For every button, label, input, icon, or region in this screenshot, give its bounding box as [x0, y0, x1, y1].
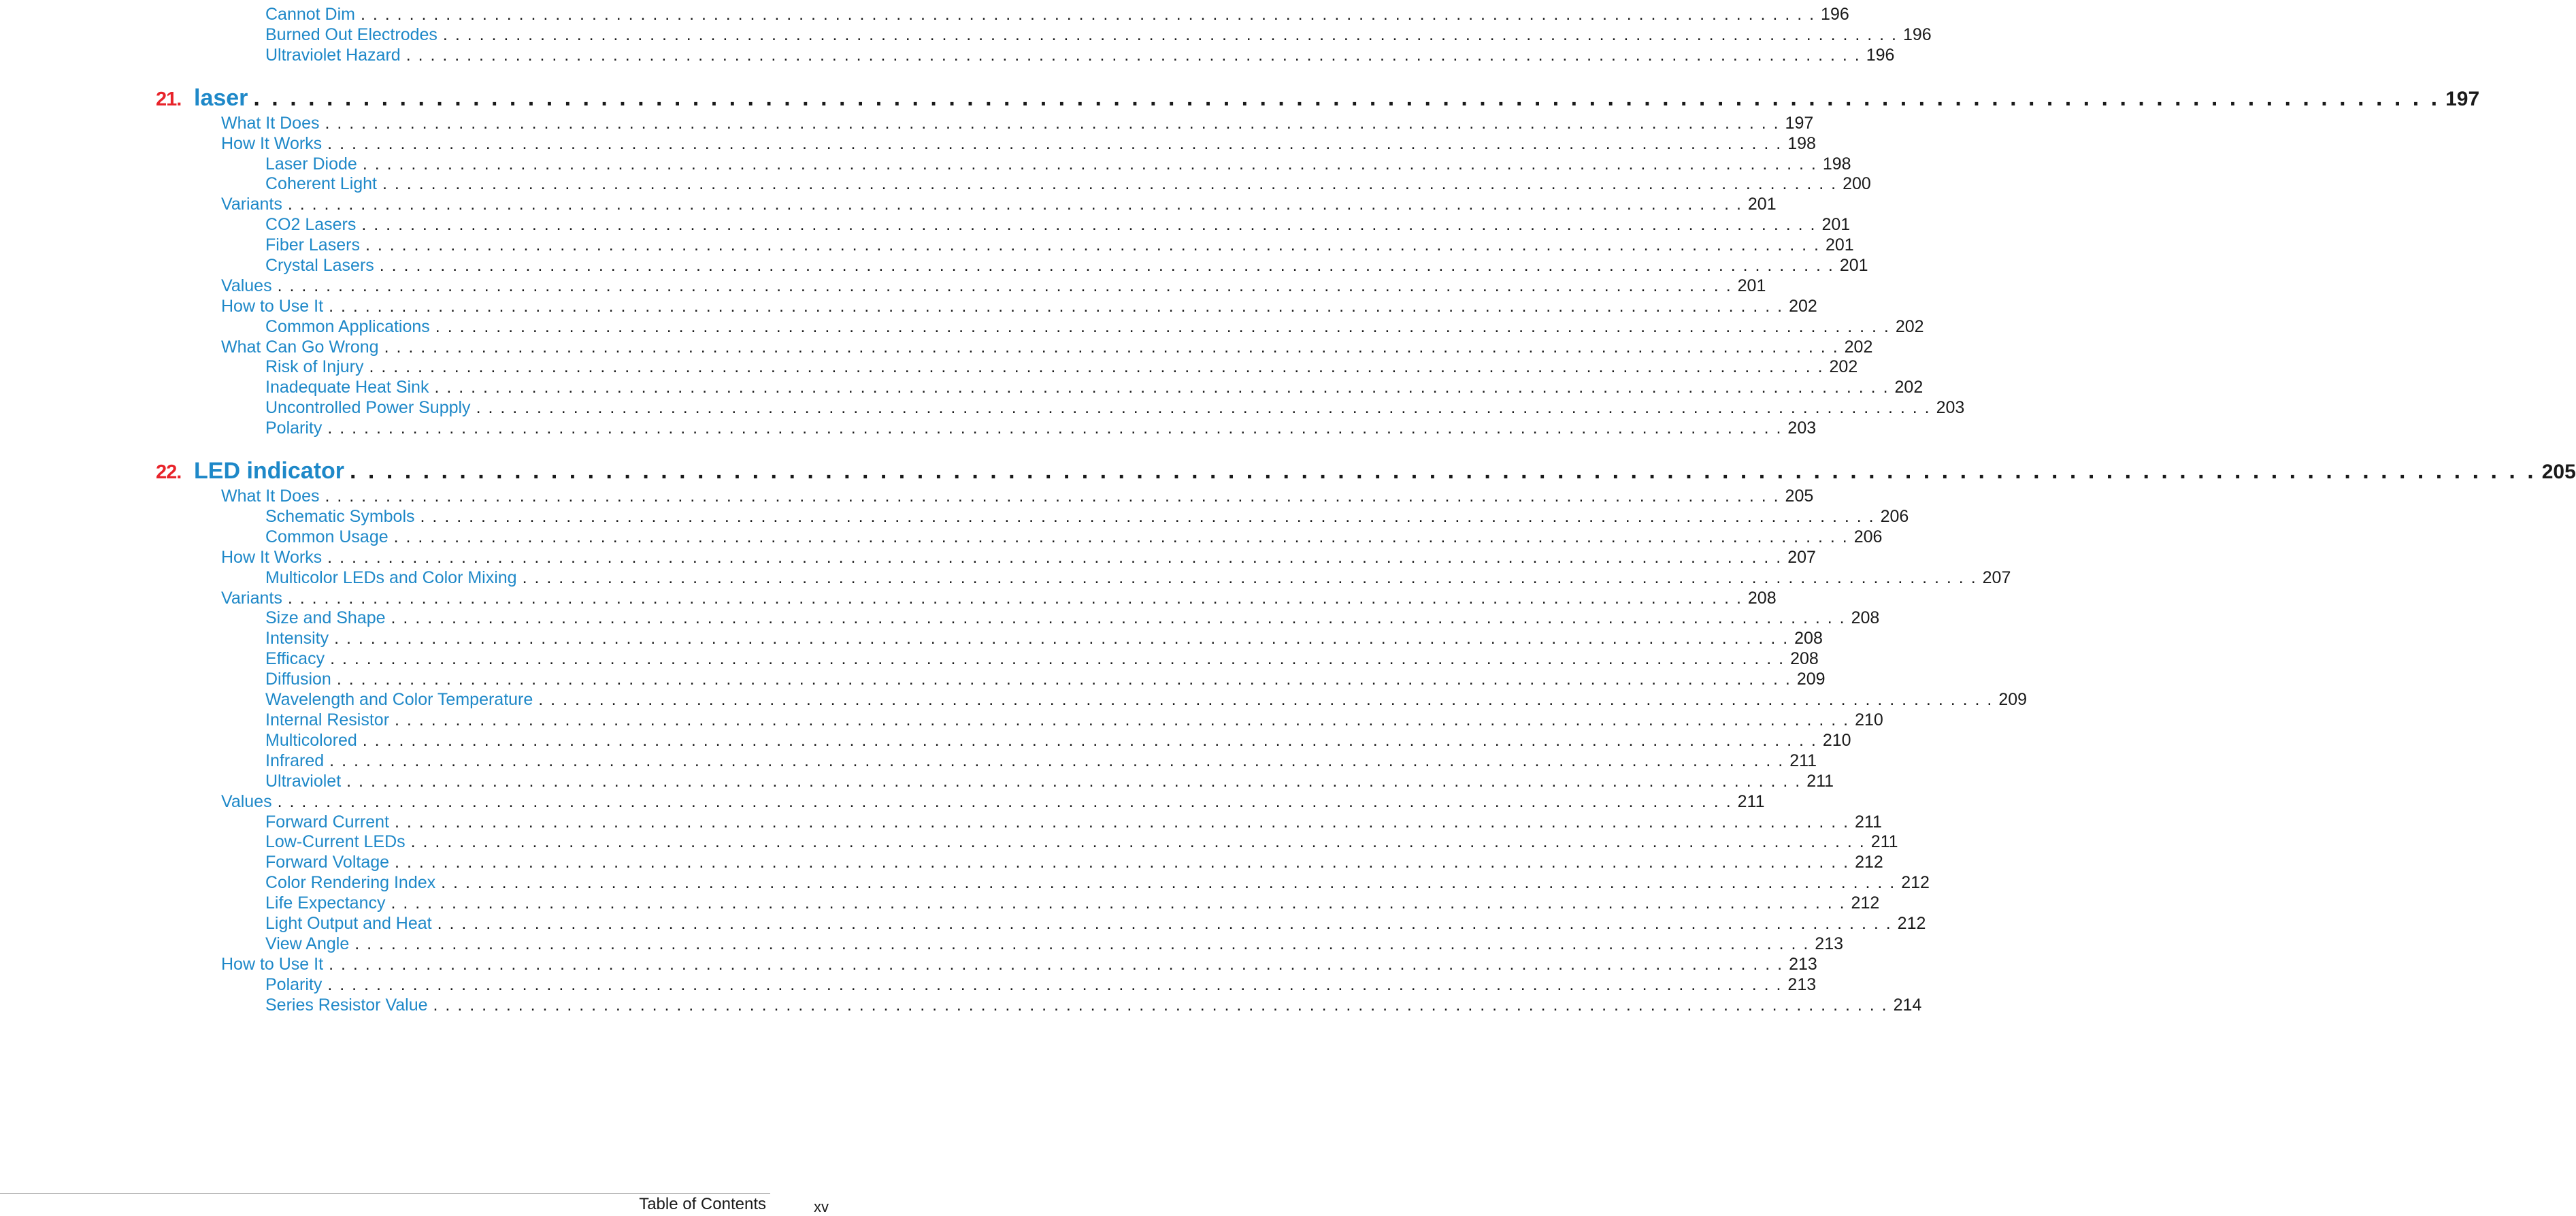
toc-entry[interactable] — [265, 830, 1898, 853]
toc-entry-label: Polarity — [265, 975, 323, 994]
toc-entry-label: Light Output and Heat — [265, 914, 432, 933]
footer-page-number: xv — [814, 1198, 829, 1215]
toc-entry[interactable] — [265, 770, 1834, 793]
toc-entry-label: Infrared — [265, 751, 325, 770]
toc-entry-label: How It Works — [221, 134, 323, 153]
toc-entry-label: Variants — [221, 195, 282, 214]
dot-leader: . . . . . . . . . . . . . . . . . . . . . . . . . . . . . . . . . . . . . . . . . . . . . . . . . . . . . . . . . . . . . . . . . . . . . . . . . . . . . . . . . . . . . . . . . . . . . . . . . . . . . . . . . . . . . . . . . . . . . . . . — [538, 690, 1994, 709]
toc-entry[interactable] — [265, 172, 1871, 195]
toc-entry[interactable] — [265, 396, 1965, 419]
dot-leader: . . . . . . . . . . . . . . . . . . . . . . . . . . . . . . . . . . . . . . . . . . . . . . . . . . . . . . . . . . . . . . . . . . . . . . . . . . . . . . . . . . . . . . . . . . . . . . . . . . . . . . . . . . . . . . . . . . . . . . . . — [354, 934, 1810, 953]
toc-entry-label: Cannot Dim — [265, 5, 355, 24]
toc-entry-label: Forward Voltage — [265, 853, 390, 872]
chapter-title: laser — [194, 85, 248, 111]
toc-entry-label: Ultraviolet Hazard — [265, 46, 401, 65]
toc-page-number: 202 — [1844, 338, 1873, 357]
toc-entry[interactable] — [221, 546, 1816, 569]
dot-leader: . . . . . . . . . . . . . . . . . . . . . . . . . . . . . . . . . . . . . . . . . . . . . . . . . . . . . . . . . . . . . . . . . . . . . . . . . . . . . . . . . . . . . . . . . . . . . . . . . . . . . . . . . . . . . . . . . . . . . . . . — [435, 317, 1890, 336]
dot-leader: . . . . . . . . . . . . . . . . . . . . . . . . . . . . . . . . . . . . . . . . . . . . . . . . . . . . . . . . . . . . . . . . . . . . . . . . . . . . . . . . . . . . . . . . . . . . . . . . . . . . . . . . . . . . . . . . . . . . . . . . — [334, 629, 1789, 648]
dot-leader: . . . . . . . . . . . . . . . . . . . . . . . . . . . . . . . . . . . . . . . . . . . . . . . . . . . . . . . . . . . . . . . . . . . . . . . . . . . . . . . . . . . . . . . . . . . . . . . . . . . . . . . . . . . . . . . . . . . . . . . . — [442, 25, 1898, 44]
dot-leader: . . . . . . . . . . . . . . . . . . . . . . . . . . . . . . . . . . . . . . . . . . . . . . . . . . . . . . . . . . . . . . . . . . . . . . . . . . . . . . . . . . . . . . . . . . . . . . . . . . . . . . . . . . . . . . . . . . . . . . . . — [406, 46, 1861, 65]
toc-entry-label: Color Rendering Index — [265, 873, 436, 892]
dot-leader: . . . . . . . . . . . . . . . . . . . . . . . . . . . . . . . . . . . . . . . . . . . . . . . . . . . . . . . . . . . . . . . . . . . . . . . . . . . . . . . . . . . . . . . . . . . . . . . . . . . . . . . . . . . . . . . . . . . . . . . . — [382, 174, 1838, 193]
toc-page-number: 212 — [1851, 893, 1880, 913]
toc-page-number: 205 — [1785, 487, 1814, 506]
toc-entry-label: Uncontrolled Power Supply — [265, 398, 471, 417]
dot-leader: . . . . . . . . . . . . . . . . . . . . . . . . . . . . . . . . . . . . . . . . . . . . . . . . . . . . . . . . . . . . . . . . . . . . . . . . . . . . . . . . . . . . . . . . . . . . . . . . . . . . . . . . . . . . . . . . . . . . . . . . — [522, 568, 1977, 587]
dot-leader: . . . . . . . . . . . . . . . . . . . . . . . . . . . . . . . . . . . . . . . . . . . . . . . . . . . . . . . . . . . . . . . . . . . . . . . . . . . . . . . . . . . . . . . . . . . . . . . . . . . . . . . . . . . . . . . . . . . . . . . . — [369, 357, 1824, 376]
dot-leader: . . . . . . . . . . . . . . . . . . . . . . . . . . . . . . . . . . . . . . . . . . . . . . . . . . . . . . . . . . . . . . . . . . . . . . . . . . . . . . . . . . . . . . . . . . . . . . . . . . . . . . . . . . . . . . . . . . . . . . . . — [361, 5, 1816, 24]
toc-entry[interactable] — [265, 376, 1923, 399]
toc-page-number: 210 — [1855, 710, 1883, 729]
toc-entry[interactable] — [265, 416, 1817, 440]
dot-leader: . . . . . . . . . . . . . . . . . . . . . . . . . . . . . . . . . . . . . . . . . . . . . . . . . . . . . . . . . . . . . . . . . . . . . . . . . . . . . . . . . . . . . . . . . . . . . . . . . . . . . . . . . . . . . . . . . . . . . . . . — [325, 487, 1780, 506]
dot-leader: . . . . . . . . . . . . . . . . . . . . . . . . . . . . . . . . . . . . . . . . . . . . . . . . . . . . . . . . . . . . . . . . . . . . . . . . . . . . . . . . . . . . . . . . . . . . . . . . . . . . . . . . . . . . . . . . . . . . . . . . — [393, 527, 1849, 546]
toc-page-number: 201 — [1737, 276, 1766, 295]
toc-entry-label: Common Applications — [265, 317, 430, 336]
toc-page-number: 213 — [1789, 955, 1817, 974]
toc-page-number: 211 — [1870, 832, 1898, 851]
toc-entry[interactable] — [221, 484, 1814, 508]
toc-entry-label: Diffusion — [265, 670, 331, 689]
toc-entry[interactable] — [265, 355, 1858, 378]
toc-page-number: 201 — [1821, 215, 1851, 234]
dot-leader: . . . . . . . . . . . . . . . . . . . . . . . . . . . . . . . . . . . . . . . . . . . . . . . . . . . . . . . . . . . . . . . . . . . . . . . . . . . . . . . . . . . . . . . . . . . . . . . . . . . . . . . . . . . . . . . . . . . . . . . . — [327, 418, 1783, 438]
toc-page-number: 212 — [1901, 873, 1930, 892]
toc-page-number: 211 — [1789, 751, 1817, 770]
toc-entry[interactable] — [265, 973, 1817, 996]
toc-entry[interactable] — [265, 525, 1883, 548]
dot-leader: . . . . . . . . . . . . . . . . . . . . . . . . . . . . . . . . . . . . . . . . . . . . . . . . . . . . . . . . . . . . . . . . . . . . . . . . . . . . . . . . . . . . . . . . . . . . . . . . . . . . . . . . . . . . . . . . . . . . . . . . — [329, 955, 1784, 974]
toc-entry[interactable] — [265, 749, 1817, 772]
toc-entry[interactable] — [265, 23, 1932, 46]
dot-leader: . . . . . . . . . . . . . . . . . . . . . . . . . . . . . . . . . . . . . . . . . . . . . . . . . . . . . . . . . . . . . . . . . . . . . . . . . . . . . . . . . . . . . . . . . . . . . . . . . . . . . . . . . . . . . . . . . . . . . . . . — [433, 996, 1888, 1015]
toc-page-number: 211 — [1737, 792, 1765, 811]
toc-entry-label: Ultraviolet — [265, 772, 342, 791]
toc-chapter-entry[interactable] — [156, 83, 2480, 113]
toc-entry[interactable] — [221, 953, 1817, 976]
toc-entry[interactable] — [265, 213, 1851, 236]
toc-entry[interactable] — [221, 112, 1814, 135]
toc-entry-label: What It Does — [221, 114, 320, 133]
dot-leader: . . . . . . . . . . . . . . . . . . . . . . . . . . . . . . . . . . . . . . . . . . . . . . . . . . . . . . . . . . . . . . . . . . . . . . . . . . . . . . . . . . . . . . . . . . . . . . . . . . . . . . . . . . . . . . . . . . . . . . . . — [361, 215, 1817, 234]
toc-page-number: 205 — [2541, 461, 2576, 483]
toc-page-number: 196 — [1821, 5, 1849, 24]
toc-page-number: 212 — [1897, 914, 1926, 933]
toc-entry[interactable] — [265, 233, 1854, 257]
toc-entry-label: What It Does — [221, 487, 320, 506]
toc-entry-label: Coherent Light — [265, 174, 378, 193]
toc-entry[interactable] — [265, 606, 1880, 629]
toc-entry[interactable] — [265, 668, 1826, 691]
toc-page-number: 207 — [1787, 548, 1816, 567]
toc-entry-label: Fiber Lasers — [265, 235, 360, 254]
toc-entry[interactable] — [265, 647, 1819, 670]
toc-entry[interactable] — [221, 132, 1816, 155]
toc-entry[interactable] — [265, 932, 1844, 955]
toc-entry[interactable] — [265, 254, 1868, 277]
toc-entry-label: Risk of Injury — [265, 357, 364, 376]
dot-leader: . . . . . . . . . . . . . . . . . . . . . . . . . . . . . . . . . . . . . . . . . . . . . . . . . . . . . . . . . . . . . . . . . . . . . . . . . . . . . . . . . . . . . . . . . . . . . . . . . . . . . . . . . . . . . . . . . . . . . . . . — [391, 893, 1846, 913]
dot-leader: . . . . . . . . . . . . . . . . . . . . . . . . . . . . . . . . . . . . . . . . . . . . . . . . . . . . . . . . . . . . . . . . . . . . . . . . . . . . . . . . . . . . . . . . . . . . . . . . . . . . . . . . . . . . . . . . . . . . . . . . — [391, 608, 1846, 627]
toc-page-number: 200 — [1843, 174, 1871, 193]
toc-page-number: 208 — [1790, 649, 1819, 668]
toc-entry-label: Low-Current LEDs — [265, 832, 406, 851]
toc-page-number: 210 — [1822, 731, 1851, 750]
dot-leader: . . . . . . . . . . . . . . . . . . . . . . . . . . . . . . . . . . . . . . . . . . . . . . . . . . . . . . . . . . . . . . . . . . . . . . . . . . . . . . . . . . . . . . . . . . . . . . . . . . . . . . . . . . . . . . . . . . . . . . . . — [476, 398, 1931, 417]
dot-leader: . . . . . . . . . . . . . . . . . . . . . . . . . . . . . . . . . . . . . . . . . . . . . . . . . . . . . . . . . . . . . . . . . . . . . . . . . . . . . . . . . . . . . . . . . . . . . . . . . . . . . . . . . . . . . . . . . . . . . . . . — [287, 589, 1743, 608]
toc-entry-label: Efficacy — [265, 649, 325, 668]
toc-page-number: 203 — [1787, 418, 1817, 438]
toc-entry-label: Polarity — [265, 418, 323, 438]
chapter-title: LED indicator — [194, 458, 345, 484]
dot-leader: . . . . . . . . . . . . . . . . . . . . . . . . . . . . . . . . . . . . . . . . . . . . . . . . . . . . . . . . . . . . . . . . . . . . . . . . . . . . . . . . . . . . . . . . . . . . . . . . . . . . . . . . . . . . . . . . . . . . . . . . — [365, 235, 1820, 254]
toc-page-number: 201 — [1826, 235, 1854, 254]
toc-entry[interactable] — [265, 912, 1926, 935]
toc-entry-label: Values — [221, 792, 272, 811]
toc-page-number: 203 — [1936, 398, 1965, 417]
toc-entry-label: Inadequate Heat Sink — [265, 378, 429, 397]
toc-page-number: 202 — [1789, 297, 1817, 316]
toc-entry[interactable] — [221, 790, 1765, 813]
toc-page-number: 212 — [1855, 853, 1883, 872]
toc-entry-label: Schematic Symbols — [265, 507, 415, 526]
toc-page-number: 208 — [1851, 608, 1880, 627]
dot-leader: . . . . . . . . . . . . . . . . . . . . . . . . . . . . . . . . . . . . . . . . . . . . . . . . . . . . . . . . . . . . . . . . . . . . . . . . . . . . . . . . . . . . . . . . . . . . . . . . . . . . . . . . . . . . . . . . . . . . . . . . — [336, 670, 1791, 689]
toc-entry-label: How to Use It — [221, 297, 324, 316]
chapter-number: 21. — [156, 88, 182, 110]
toc-page-number: 209 — [1998, 690, 2028, 709]
toc-entry-label: Series Resistor Value — [265, 996, 428, 1015]
dot-leader: . . . . . . . . . . . . . . . . . . . . . . . . . . . . . . . . . . . . . . . . . . . . . . . . . . . . . . . . . . . . . . . . . . . . . . . . . . . . . . . . . . . . . . . . . . . . . . . . . . . . . . . . . . . . . . . . . . . . . . . . — [277, 276, 1732, 295]
toc-page-number: 213 — [1787, 975, 1817, 994]
toc-entry[interactable] — [265, 315, 1924, 338]
dot-leader: . . . . . . . . . . . . . . . . . . . . . . . . . . . . . . . . . . . . . . . . . . . . . . . . . . . . . . . . . . . . . . . . . . . . . . . . . . . . . . . . . . . . . . . . . . . . . . . . . . . . . . . . . . . . . . . . . . . . . . . . — [346, 772, 1802, 791]
toc-page-number: 209 — [1796, 670, 1826, 689]
dot-leader: . . . . . . . . . . . . . . . . . . . . . . . . . . . . . . . . . . . . . . . . . . . . . . . . . . . . . . . . . . . . . . . . . . . . . . . . . . . . . . . . . . . . . . . . . . . . . . . . . . . . . . . . . . . . . . . . . . . . . . . . — [327, 134, 1783, 153]
dot-leader: . . . . . . . . . . . . . . . . . . . . . . . . . . . . . . . . . . . . . . . . . . . . . . . . . . . . . . . . . . . . . . . . . . . . . . . . . . . . . . . . . . . . . . . . . . . . . . . . . . . . . . . . . . . . . . . . . . . . . . . . — [362, 731, 1817, 750]
toc-page-number: 197 — [1785, 114, 1814, 133]
chapter-number: 22. — [156, 461, 182, 483]
toc-page-number: 196 — [1866, 46, 1895, 65]
dot-leader: . . . . . . . . . . . . . . . . . . . . . . . . . . . . . . . . . . . . . . . . . . . . . . . . . . . . . . . . . . . . . . . . . . . . . . . . . . . . . . . . . . . . . . . . . . . . . . . . . . . . . . . . . . . . . . . . . . . . . . . . — [325, 114, 1780, 133]
dot-leader: . . . . . . . . . . . . . . . . . . . . . . . . . . . . . . . . . . . . . . . . . . . . . . . . . . . . . . . . . . . . . . . . . . . . . . . . . . . . . . . . . . . . . . . . . . . . . . . . . . . . . . . . . . . . . . . . . . . . . . . . — [395, 853, 1850, 872]
dot-leader: . . . . . . . . . . . . . . . . . . . . . . . . . . . . . . . . . . . . . . . . . . . . . . . . . . . . . . . . . . . . . . . . . . . . . . . . . . . . . . . . . . . . . . . . . . . . . . . . . . . . . . . . . . . . . . . . . . . . . . . . — [350, 458, 2537, 484]
dot-leader: . . . . . . . . . . . . . . . . . . . . . . . . . . . . . . . . . . . . . . . . . . . . . . . . . . . . . . . . . . . . . . . . . . . . . . . . . . . . . . . . . . . . . . . . . . . . . . . . . . . . . . . . . . . . . . . . . . . . . . . . — [379, 256, 1834, 275]
toc-entry[interactable] — [221, 193, 1777, 216]
toc-page-number: 213 — [1815, 934, 1844, 953]
toc-page-number: 214 — [1893, 996, 1922, 1015]
toc-page-number: 208 — [1747, 589, 1777, 608]
dot-leader: . . . . . . . . . . . . . . . . . . . . . . . . . . . . . . . . . . . . . . . . . . . . . . . . . . . . . . . . . . . . . . . . . . . . . . . . . . . . . . . . . . . . . . . . . . . . . . . . . . . . . . . . . . . . . . . . . . . . . . . . — [329, 297, 1784, 316]
toc-entry-label: Wavelength and Color Temperature — [265, 690, 533, 709]
dot-leader: . . . . . . . . . . . . . . . . . . . . . . . . . . . . . . . . . . . . . . . . . . . . . . . . . . . . . . . . . . . . . . . . . . . . . . . . . . . . . . . . . . . . . . . . . . . . . . . . . . . . . . . . . . . . . . . . . . . . . . . . — [329, 751, 1785, 770]
toc-entry-label: How to Use It — [221, 955, 324, 974]
toc-entry-label: Life Expectancy — [265, 893, 386, 913]
toc-page-number: 197 — [2445, 88, 2480, 110]
toc-entry[interactable] — [265, 688, 2028, 711]
toc-entry[interactable] — [265, 505, 1909, 528]
toc-entry[interactable] — [265, 44, 1895, 67]
toc-entry[interactable] — [265, 871, 1930, 894]
dot-leader: . . . . . . . . . . . . . . . . . . . . . . . . . . . . . . . . . . . . . . . . . . . . . . . . . . . . . . . . . . . . . . . . . . . . . . . . . . . . . . . . . . . . . . . . . . . . . . . . . . . . . . . . . . . . . . . . . . . . . . . . — [410, 832, 1866, 851]
toc-chapter-entry[interactable] — [156, 456, 2576, 486]
toc-entry[interactable] — [265, 627, 1823, 650]
dot-leader: . . . . . . . . . . . . . . . . . . . . . . . . . . . . . . . . . . . . . . . . . . . . . . . . . . . . . . . . . . . . . . . . . . . . . . . . . . . . . . . . . . . . . . . . . . . . . . . . . . . . . . . . . . . . . . . . . . . . . . . . — [434, 378, 1889, 397]
toc-entry-label: Multicolored — [265, 731, 357, 750]
dot-leader: . . . . . . . . . . . . . . . . . . . . . . . . . . . . . . . . . . . . . . . . . . . . . . . . . . . . . . . . . . . . . . . . . . . . . . . . . . . . . . . . . . . . . . . . . . . . . . . . . . . . . . . . . . . . . . . . . . . . . . . . — [277, 792, 1732, 811]
toc-page-number: 202 — [1895, 317, 1924, 336]
toc-page-number: 198 — [1787, 134, 1816, 153]
toc-page-number: 201 — [1839, 256, 1868, 275]
toc-entry-label: Internal Resistor — [265, 710, 390, 729]
toc-entry[interactable] — [265, 708, 1883, 732]
toc-entry-label: Burned Out Electrodes — [265, 25, 437, 44]
toc-entry-label: Forward Current — [265, 812, 389, 832]
toc-entry[interactable] — [265, 729, 1851, 752]
dot-leader: . . . . . . . . . . . . . . . . . . . . . . . . . . . . . . . . . . . . . . . . . . . . . . . . . . . . . . . . . . . . . . . . . . . . . . . . . . . . . . . . . . . . . . . . . . . . . . . . . . . . . . . . . . . . . . . . . . . . . . . . — [384, 338, 1839, 357]
toc-page-number: 211 — [1806, 772, 1834, 791]
toc-entry[interactable] — [265, 993, 1922, 1017]
toc-entry-label: Intensity — [265, 629, 329, 648]
dot-leader: . . . . . . . . . . . . . . . . . . . . . . . . . . . . . . . . . . . . . . . . . . . . . . . . . . . . . . . . . . . . . . . . . . . . . . . . . . . . . . . . . . . . . . . . . . . . . . . . . . . . . . . . . . . . . . . . . . . . . . . . — [437, 914, 1892, 933]
toc-page-number: 198 — [1822, 154, 1851, 174]
dot-leader: . . . . . . . . . . . . . . . . . . . . . . . . . . . . . . . . . . . . . . . . . . . . . . . . . . . . . . . . . . . . . . . . . . . . . . . . . . . . . . . . . . . . . . . . . . . . . . . . . . . . . . . . . . . . . . . . . . . . . . . . — [330, 649, 1785, 668]
footer-section-title: Table of Contents — [639, 1195, 766, 1213]
toc-entry-label: Crystal Lasers — [265, 256, 374, 275]
toc-page-number: 202 — [1829, 357, 1858, 376]
dot-leader: . . . . . . . . . . . . . . . . . . . . . . . . . . . . . . . . . . . . . . . . . . . . . . . . . . . . . . . . . . . . . . . . . . . . . . . . . . . . . . . . . . . . . . . . . . . . . . . . . . . . . . . . . . . . . . . . . . . . . . . . — [441, 873, 1896, 892]
dot-leader: . . . . . . . . . . . . . . . . . . . . . . . . . . . . . . . . . . . . . . . . . . . . . . . . . . . . . . . . . . . . . . . . . . . . . . . . . . . . . . . . . . . . . . . . . . . . . . . . . . . . . . . . . . . . . . . . . . . . . . . . — [395, 812, 1850, 832]
toc-entry[interactable] — [265, 851, 1883, 874]
toc-page-number: 206 — [1853, 527, 1883, 546]
toc-page-number: 207 — [1982, 568, 2011, 587]
toc-entry-label: CO2 Lasers — [265, 215, 357, 234]
toc-entry[interactable] — [265, 3, 1849, 26]
toc-entry-label: Laser Diode — [265, 154, 357, 174]
toc-entry-label: View Angle — [265, 934, 350, 953]
toc-entry-label: Multicolor LEDs and Color Mixing — [265, 568, 517, 587]
toc-entry[interactable] — [221, 295, 1817, 318]
toc-page-number: 211 — [1855, 812, 1882, 832]
toc-page-number: 202 — [1894, 378, 1923, 397]
toc-entry-label: Variants — [221, 589, 282, 608]
toc-entry-label: Common Usage — [265, 527, 389, 546]
toc-entry[interactable] — [221, 274, 1766, 297]
toc-page-number: 196 — [1902, 25, 1932, 44]
dot-leader: . . . . . . . . . . . . . . . . . . . . . . . . . . . . . . . . . . . . . . . . . . . . . . . . . . . . . . . . . . . . . . . . . . . . . . . . . . . . . . . . . . . . . . . . . . . . . . . . . . . . . . . . . . . . . . . . . . . . . . . . — [420, 507, 1875, 526]
dot-leader: . . . . . . . . . . . . . . . . . . . . . . . . . . . . . . . . . . . . . . . . . . . . . . . . . . . . . . . . . . . . . . . . . . . . . . . . . . . . . . . . . . . . . . . . . . . . . . . . . . . . . . . . . . . . . . . . . . . . . . . . — [327, 548, 1783, 567]
dot-leader: . . . . . . . . . . . . . . . . . . . . . . . . . . . . . . . . . . . . . . . . . . . . . . . . . . . . . . . . . . . . . . . . . . . . . . . . . . . . . . . . . . . . . . . . . . . . . . . . . . . . . . . . . . . . . . . . . . . . . . . . — [327, 975, 1783, 994]
toc-entry-label: How It Works — [221, 548, 323, 567]
toc-entry-label: Size and Shape — [265, 608, 386, 627]
footer-divider — [0, 1193, 770, 1194]
toc-entry-label: What Can Go Wrong — [221, 338, 379, 357]
toc-page-number: 201 — [1747, 195, 1777, 214]
toc-entry[interactable] — [265, 891, 1880, 915]
dot-leader: . . . . . . . . . . . . . . . . . . . . . . . . . . . . . . . . . . . . . . . . . . . . . . . . . . . . . . . . . . . . . . . . . . . . . . . . . . . . . . . . . . . . . . . . . . . . . . . . . . . . . . . . . . . . . . . . . . . . . . . . — [395, 710, 1850, 729]
toc-entry[interactable] — [265, 566, 2011, 589]
toc-entry-label: Values — [221, 276, 272, 295]
dot-leader: . . . . . . . . . . . . . . . . . . . . . . . . . . . . . . . . . . . . . . . . . . . . . . . . . . . . . . . . . . . . . . . . . . . . . . . . . . . . . . . . . . . . . . . . . . . . . . . . . . . . . . . . . . . . . . . . . . . . . . . . — [362, 154, 1817, 174]
dot-leader: . . . . . . . . . . . . . . . . . . . . . . . . . . . . . . . . . . . . . . . . . . . . . . . . . . . . . . . . . . . . . . . . . . . . . . . . . . . . . . . . . . . . . . . . . . . . . . . . . . . . . . . . . . . . . . . . . . . . . . . . — [287, 195, 1743, 214]
toc-page-number: 206 — [1880, 507, 1909, 526]
dot-leader: . . . . . . . . . . . . . . . . . . . . . . . . . . . . . . . . . . . . . . . . . . . . . . . . . . . . . . . . . . . . . . . . . . . . . . . . . . . . . . . . . . . . . . . . . . . . . . . . . . . . . . . . . . . . . . . . . . . . . . . . — [253, 85, 2441, 111]
toc-page-number: 208 — [1794, 629, 1823, 648]
